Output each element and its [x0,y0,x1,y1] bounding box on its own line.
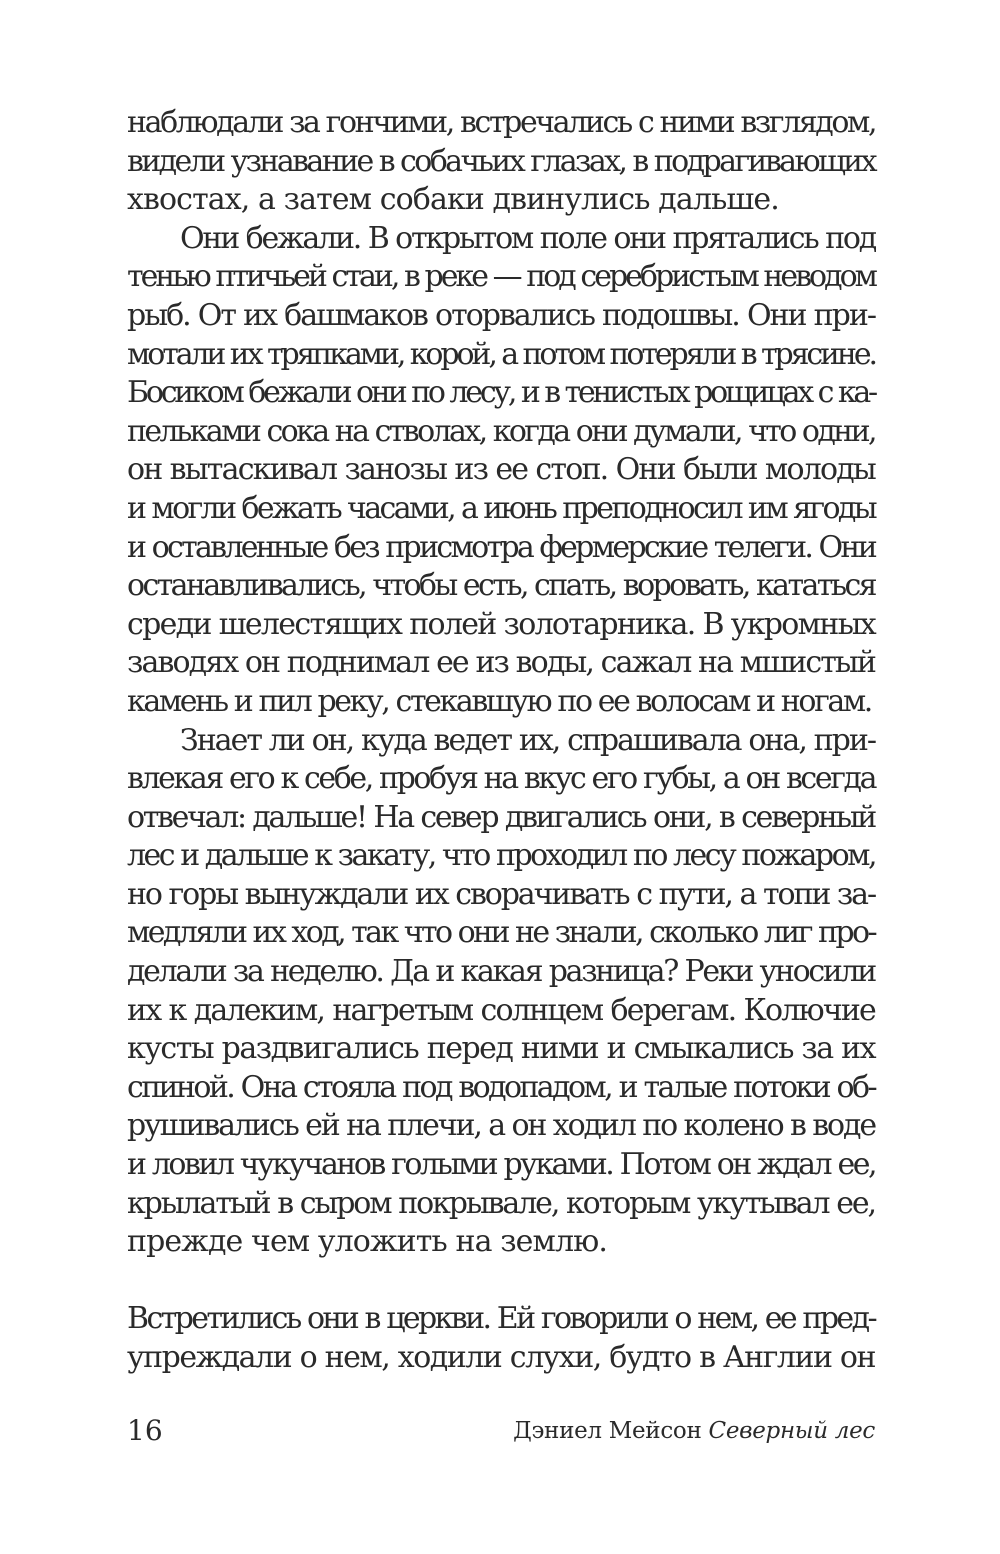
text-line: камень и пил реку, стекавшую по ее волосам и ногам. [127,683,871,719]
text-line: и оставленные без присмотра фермерские телеги. Они [127,529,875,565]
text-line: останавливались, чтобы есть, спать, воровать, кататься [127,568,875,604]
text-line: отвечал: дальше! На север двигались они, в северный [127,799,875,835]
running-head [513,1411,875,1451]
text-line: видели узнавание в собачьих глазах, в подрагивающих [127,143,875,179]
text-line: лес и дальше к закату, что проходил по лесу пожаром, [127,838,875,874]
text-line: их к далеким, нагретым солнцем берегам. Колючие [127,992,875,1028]
book-title: Северный лес [708,1418,875,1444]
text-line: он вытаскивал занозы из ее стоп. Они были молоды [127,452,875,488]
author-name: Дэниел Мейсон [513,1418,702,1444]
body-text [127,104,875,1378]
text-line: мотали их тряпками, корой, а потом потеряли в трясине. [127,336,875,372]
text-line: влекая его к себе, пробуя на вкус его губы, а он всегда [127,761,876,797]
text-line: но горы вынуждали их сворачивать с пути, а топи за- [127,876,875,912]
text-line: тенью птичьей стаи, в реке — под серебристым неводом [127,259,875,295]
text-line: Знает ли он, куда ведет их, спрашивала она, при- [180,722,875,758]
text-line: кусты раздвигались перед ними и смыкались за их [127,1031,875,1067]
page-number: 16 [127,1414,163,1447]
section-break [127,1262,875,1301]
text-line: прежде чем уложить на землю. [127,1224,607,1260]
paragraph [127,220,875,722]
text-line: упреждали о нем, ходили слухи, будто в Англии он [127,1340,875,1375]
text-line: заводях он поднимал ее из воды, сажал на мшистый [127,645,875,681]
text-line: рыб. От их башмаков оторвались подошвы. Они при- [127,297,875,333]
paragraph [127,1300,875,1377]
text-line: и ловил чукучанов голыми руками. Потом он ждал ее, [127,1147,875,1183]
text-line: Встретились они в церкви. Ей говорили о нем, ее пред- [127,1301,875,1337]
text-line: крылатый в сыром покрывале, которым укутывал ее, [127,1185,875,1221]
page-footer [127,1411,875,1451]
text-line: среди шелестящих полей золотарника. В укромных [127,606,875,642]
text-line: рушивались ей на плечи, а он ходил по колено в воде [127,1108,876,1144]
text-line: Они бежали. В открытом поле они прятались под [180,220,875,256]
text-line: и могли бежать часами, а июнь преподносил им ягоды [127,490,876,526]
text-line: пельками сока на стволах, когда они думали, что одни, [127,413,875,449]
text-line: наблюдали за гончими, встречались с ними взглядом, [127,105,876,140]
text-line: медляли их ход, так что они не знали, сколько лиг про- [127,915,875,951]
text-line: хвостах, а затем собаки двинулись дальше. [127,182,779,218]
text-line: спиной. Она стояла под водопадом, и талые потоки об- [127,1069,875,1105]
paragraph [127,722,875,1262]
text-line: делали за неделю. Да и какая разница? Реки уносили [127,954,875,990]
paragraph [127,104,875,220]
text-line: Босиком бежали они по лесу, и в тенистых рощицах с ка- [127,375,875,411]
